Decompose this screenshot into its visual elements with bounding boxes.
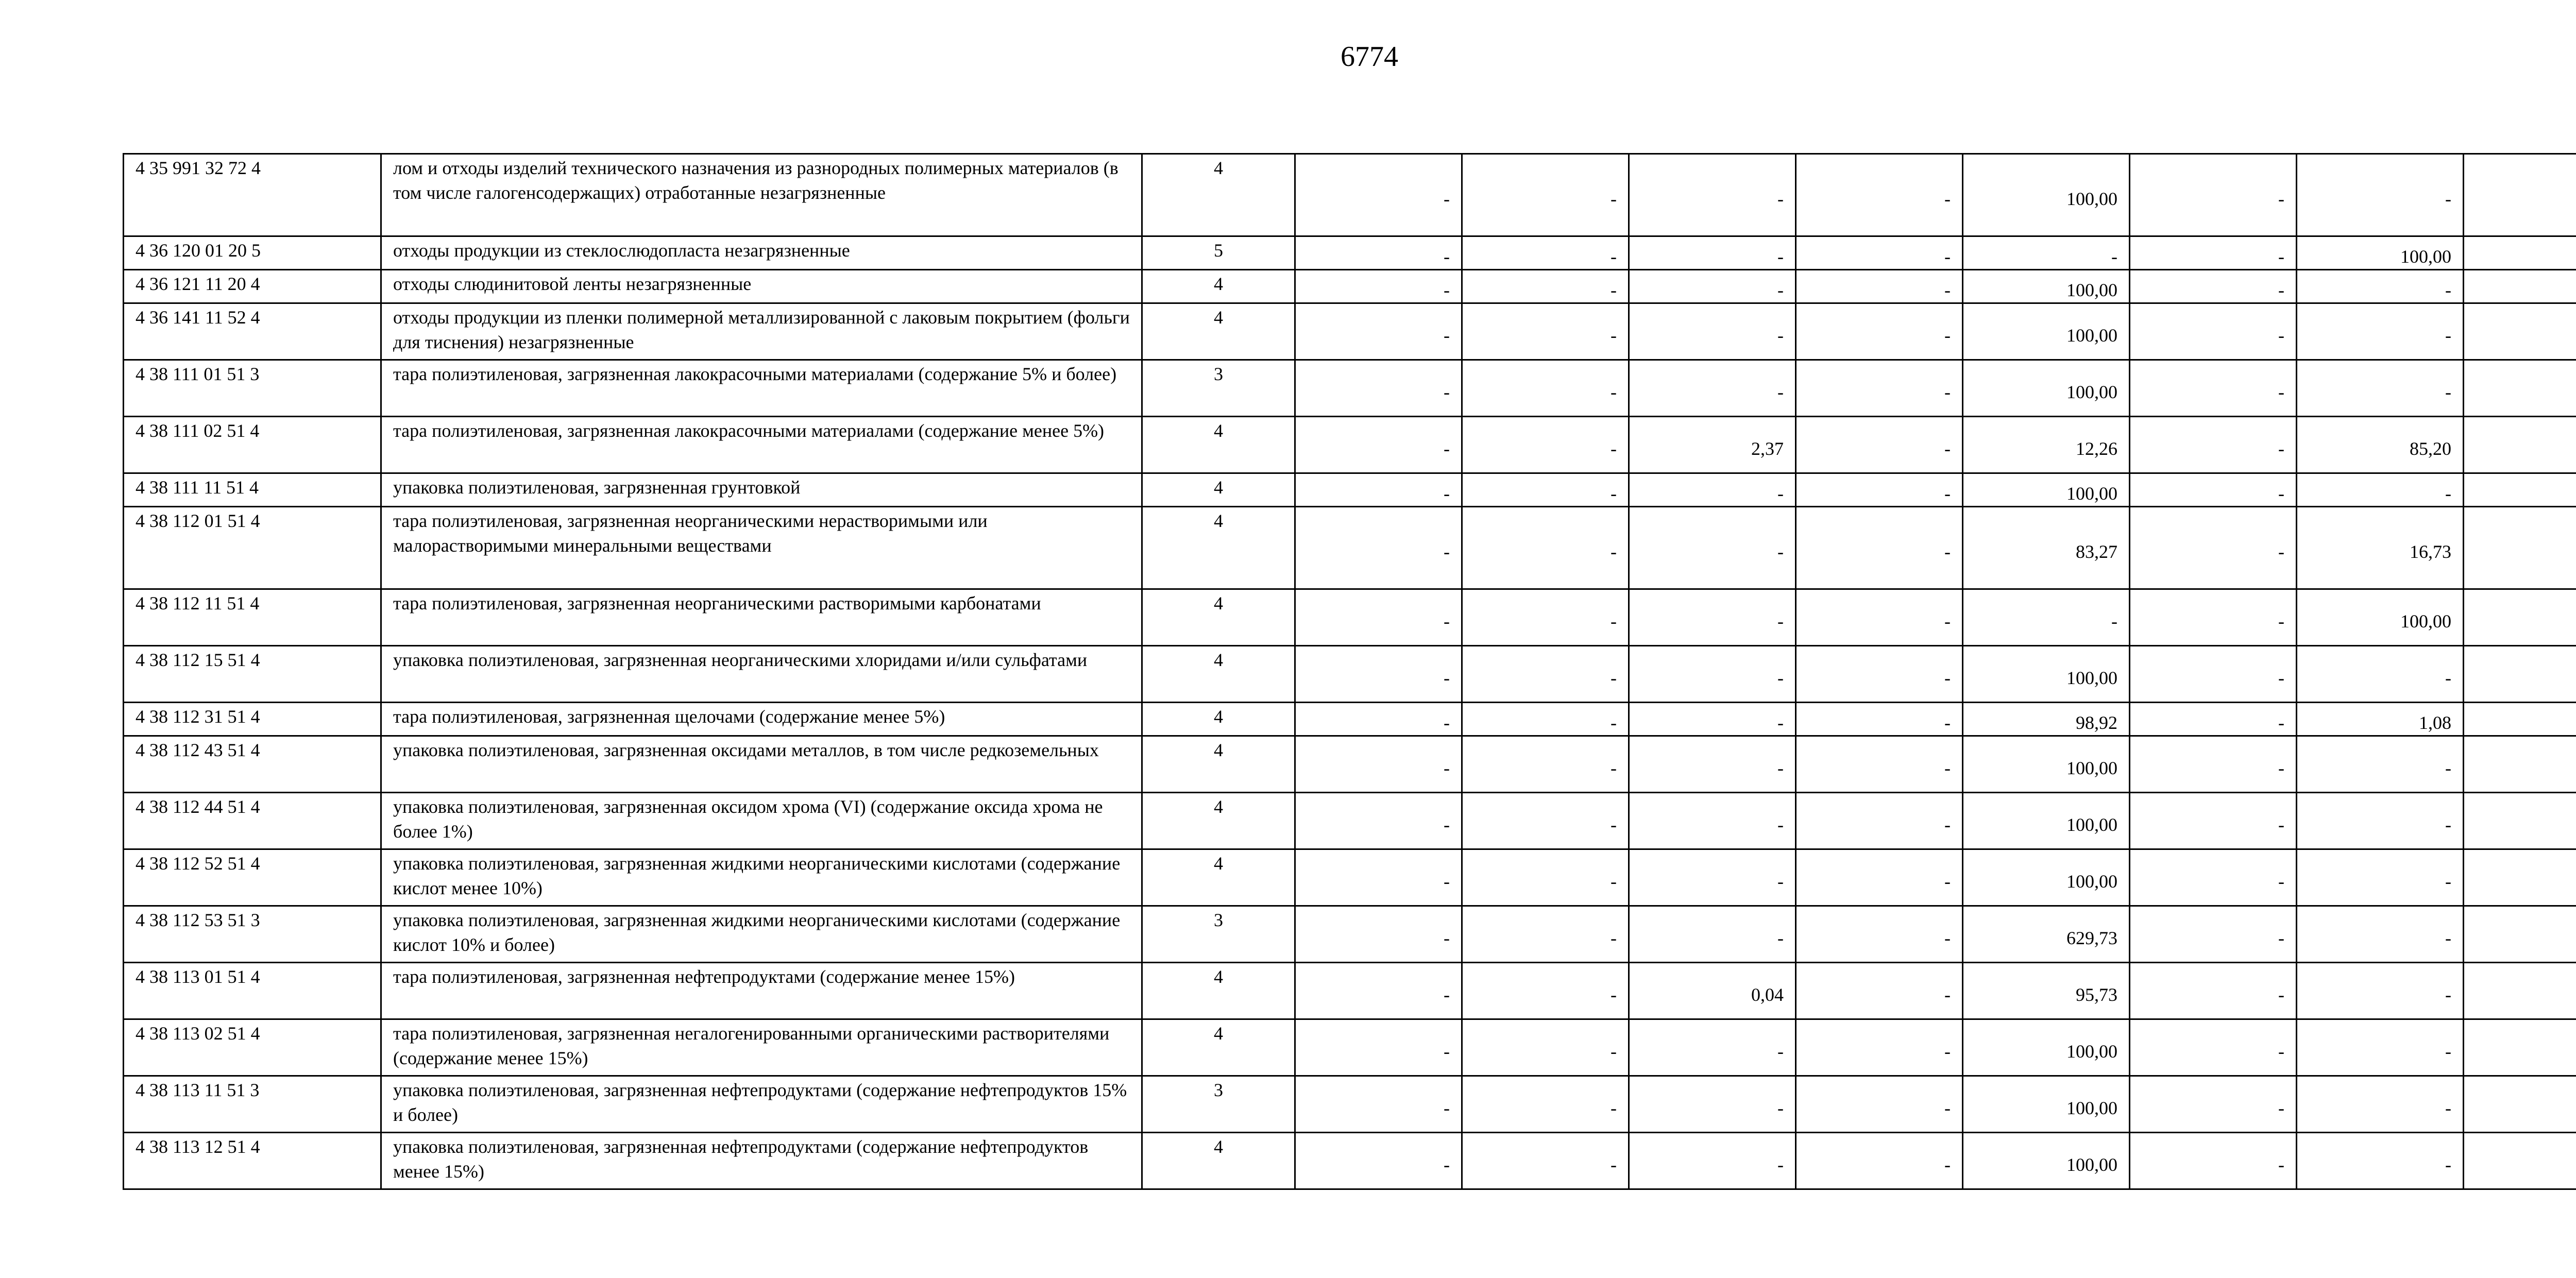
value-cell: -: [2297, 270, 2464, 303]
value-cell: 2,37: [1629, 417, 1796, 473]
value-cell: [2464, 473, 2576, 507]
value-cell: -: [1295, 360, 1462, 417]
hazard-class-cell: 3: [1142, 906, 1295, 963]
table-row: [124, 849, 2576, 906]
value-cell: 100,00: [1963, 793, 2130, 849]
value-cell: -: [2130, 417, 2297, 473]
value-cell: -: [1295, 236, 1462, 270]
waste-name-cell: тара полиэтиленовая, загрязненная лакокрасочными материалами (содержание 5% и более): [381, 360, 1142, 417]
value-cell: [2464, 736, 2576, 793]
value-cell: 12,26: [1963, 417, 2130, 473]
value-cell: -: [1796, 1133, 1963, 1189]
waste-name-cell: упаковка полиэтиленовая, загрязненная жидкими неорганическими кислотами (содержание кислот менее 10%): [381, 849, 1142, 906]
value-cell: -: [1295, 963, 1462, 1019]
table-row: [124, 360, 2576, 417]
value-cell: -: [2130, 849, 2297, 906]
value-cell: -: [1295, 646, 1462, 703]
value-cell: -: [2297, 906, 2464, 963]
value-cell: -: [1629, 703, 1796, 736]
hazard-class-cell: 4: [1142, 270, 1295, 303]
table-row: [124, 906, 2576, 963]
value-cell: -: [1963, 589, 2130, 646]
hazard-class-cell: 4: [1142, 1133, 1295, 1189]
value-cell: 629,73: [1963, 906, 2130, 963]
value-cell: -: [2130, 1133, 2297, 1189]
value-cell: 16,73: [2297, 507, 2464, 589]
waste-code-cell: 4 38 112 11 51 4: [124, 589, 381, 646]
value-cell: [2464, 963, 2576, 1019]
value-cell: -: [1796, 906, 1963, 963]
value-cell: -: [2297, 303, 2464, 360]
value-cell: -: [1295, 793, 1462, 849]
value-cell: -: [2130, 473, 2297, 507]
value-cell: [2464, 1019, 2576, 1076]
value-cell: -: [1462, 360, 1629, 417]
value-cell: -: [1462, 1076, 1629, 1133]
value-cell: -: [1462, 906, 1629, 963]
waste-code-cell: 4 38 112 01 51 4: [124, 507, 381, 589]
value-cell: [2464, 589, 2576, 646]
value-cell: -: [1629, 1133, 1796, 1189]
table-row: [124, 473, 2576, 507]
value-cell: -: [2130, 360, 2297, 417]
table-row: [124, 1133, 2576, 1189]
value-cell: -: [2130, 154, 2297, 236]
waste-table: [123, 153, 2576, 1190]
value-cell: -: [1462, 303, 1629, 360]
hazard-class-cell: 4: [1142, 703, 1295, 736]
value-cell: -: [1796, 154, 1963, 236]
waste-code-cell: 4 38 112 31 51 4: [124, 703, 381, 736]
value-cell: -: [1295, 703, 1462, 736]
waste-code-cell: 4 38 113 11 51 3: [124, 1076, 381, 1133]
value-cell: -: [1629, 303, 1796, 360]
table-row: [124, 963, 2576, 1019]
value-cell: -: [2297, 646, 2464, 703]
hazard-class-cell: 4: [1142, 849, 1295, 906]
value-cell: -: [1629, 646, 1796, 703]
value-cell: -: [1295, 417, 1462, 473]
value-cell: -: [1462, 154, 1629, 236]
value-cell: [2464, 154, 2576, 236]
value-cell: -: [1462, 849, 1629, 906]
value-cell: -: [1462, 417, 1629, 473]
value-cell: -: [2130, 589, 2297, 646]
waste-code-cell: 4 38 111 01 51 3: [124, 360, 381, 417]
value-cell: -: [1796, 963, 1963, 1019]
value-cell: -: [2297, 1019, 2464, 1076]
value-cell: -: [2130, 703, 2297, 736]
value-cell: [2464, 906, 2576, 963]
value-cell: 100,00: [1963, 473, 2130, 507]
table-row: [124, 1076, 2576, 1133]
value-cell: 1,08: [2297, 703, 2464, 736]
waste-code-cell: 4 35 991 32 72 4: [124, 154, 381, 236]
waste-name-cell: тара полиэтиленовая, загрязненная щелочами (содержание менее 5%): [381, 703, 1142, 736]
value-cell: [2464, 417, 2576, 473]
waste-code-cell: 4 38 112 15 51 4: [124, 646, 381, 703]
waste-name-cell: упаковка полиэтиленовая, загрязненная грунтовкой: [381, 473, 1142, 507]
value-cell: [2464, 507, 2576, 589]
value-cell: 100,00: [1963, 154, 2130, 236]
value-cell: -: [1796, 270, 1963, 303]
value-cell: -: [1629, 1076, 1796, 1133]
value-cell: -: [2297, 360, 2464, 417]
value-cell: 100,00: [1963, 1133, 2130, 1189]
value-cell: -: [2297, 1133, 2464, 1189]
value-cell: -: [1629, 154, 1796, 236]
waste-code-cell: 4 38 112 43 51 4: [124, 736, 381, 793]
hazard-class-cell: 4: [1142, 507, 1295, 589]
value-cell: -: [1462, 236, 1629, 270]
value-cell: -: [2130, 1076, 2297, 1133]
value-cell: 100,00: [1963, 736, 2130, 793]
value-cell: 100,00: [2297, 236, 2464, 270]
value-cell: -: [1295, 473, 1462, 507]
waste-code-cell: 4 38 113 01 51 4: [124, 963, 381, 1019]
value-cell: -: [1295, 270, 1462, 303]
value-cell: 100,00: [1963, 849, 2130, 906]
value-cell: -: [2297, 963, 2464, 1019]
table-row: [124, 417, 2576, 473]
value-cell: 100,00: [1963, 270, 2130, 303]
value-cell: 100,00: [1963, 1076, 2130, 1133]
value-cell: -: [1796, 1076, 1963, 1133]
value-cell: [2464, 793, 2576, 849]
hazard-class-cell: 3: [1142, 1076, 1295, 1133]
value-cell: -: [1629, 473, 1796, 507]
value-cell: -: [2297, 1076, 2464, 1133]
hazard-class-cell: 4: [1142, 303, 1295, 360]
value-cell: [2464, 360, 2576, 417]
value-cell: -: [1796, 736, 1963, 793]
value-cell: [2464, 1076, 2576, 1133]
waste-code-cell: 4 38 112 53 51 3: [124, 906, 381, 963]
waste-name-cell: упаковка полиэтиленовая, загрязненная жидкими неорганическими кислотами (содержание кислот 10% и более): [381, 906, 1142, 963]
value-cell: -: [1462, 589, 1629, 646]
value-cell: 85,20: [2297, 417, 2464, 473]
value-cell: -: [1629, 793, 1796, 849]
value-cell: -: [2297, 473, 2464, 507]
value-cell: 0,04: [1629, 963, 1796, 1019]
table-row: [124, 507, 2576, 589]
value-cell: -: [1796, 589, 1963, 646]
hazard-class-cell: 4: [1142, 793, 1295, 849]
waste-name-cell: упаковка полиэтиленовая, загрязненная оксидом хрома (VI) (содержание оксида хрома не более 1%): [381, 793, 1142, 849]
value-cell: -: [2297, 849, 2464, 906]
value-cell: -: [2130, 736, 2297, 793]
value-cell: -: [1629, 270, 1796, 303]
table-row: [124, 736, 2576, 793]
value-cell: -: [2130, 1019, 2297, 1076]
value-cell: -: [1462, 473, 1629, 507]
value-cell: -: [2130, 270, 2297, 303]
waste-code-cell: 4 38 113 12 51 4: [124, 1133, 381, 1189]
waste-name-cell: отходы продукции из пленки полимерной металлизированной с лаковым покрытием (фольги для тиснения) незагрязненные: [381, 303, 1142, 360]
value-cell: -: [1629, 1019, 1796, 1076]
value-cell: -: [1462, 703, 1629, 736]
value-cell: -: [1295, 736, 1462, 793]
value-cell: -: [1629, 589, 1796, 646]
hazard-class-cell: 5: [1142, 236, 1295, 270]
hazard-class-cell: 4: [1142, 646, 1295, 703]
waste-code-cell: 4 36 120 01 20 5: [124, 236, 381, 270]
value-cell: 100,00: [1963, 1019, 2130, 1076]
waste-name-cell: упаковка полиэтиленовая, загрязненная нефтепродуктами (содержание нефтепродуктов менее 15%): [381, 1133, 1142, 1189]
value-cell: 100,00: [2297, 589, 2464, 646]
waste-name-cell: упаковка полиэтиленовая, загрязненная нефтепродуктами (содержание нефтепродуктов 15% и более): [381, 1076, 1142, 1133]
value-cell: -: [1295, 507, 1462, 589]
value-cell: -: [1629, 849, 1796, 906]
value-cell: -: [1796, 417, 1963, 473]
value-cell: -: [1796, 303, 1963, 360]
value-cell: -: [1629, 736, 1796, 793]
value-cell: -: [1462, 507, 1629, 589]
waste-code-cell: 4 38 113 02 51 4: [124, 1019, 381, 1076]
value-cell: -: [1796, 646, 1963, 703]
value-cell: [2464, 303, 2576, 360]
value-cell: -: [1796, 793, 1963, 849]
value-cell: -: [2130, 793, 2297, 849]
hazard-class-cell: 3: [1142, 360, 1295, 417]
table-row: [124, 793, 2576, 849]
value-cell: 100,00: [1963, 303, 2130, 360]
waste-name-cell: тара полиэтиленовая, загрязненная нефтепродуктами (содержание менее 15%): [381, 963, 1142, 1019]
table-row: [124, 703, 2576, 736]
value-cell: -: [1462, 1133, 1629, 1189]
value-cell: -: [1295, 1133, 1462, 1189]
waste-name-cell: упаковка полиэтиленовая, загрязненная неорганическими хлоридами и/или сульфатами: [381, 646, 1142, 703]
waste-name-cell: упаковка полиэтиленовая, загрязненная оксидами металлов, в том числе редкоземельных: [381, 736, 1142, 793]
value-cell: -: [1629, 507, 1796, 589]
waste-code-cell: 4 38 112 52 51 4: [124, 849, 381, 906]
value-cell: -: [1295, 1076, 1462, 1133]
value-cell: -: [1295, 589, 1462, 646]
table-row: [124, 303, 2576, 360]
hazard-class-cell: 4: [1142, 473, 1295, 507]
hazard-class-cell: 4: [1142, 736, 1295, 793]
value-cell: -: [1796, 703, 1963, 736]
value-cell: -: [1295, 154, 1462, 236]
table-row: [124, 236, 2576, 270]
value-cell: -: [2130, 507, 2297, 589]
value-cell: 98,92: [1963, 703, 2130, 736]
table-row: [124, 1019, 2576, 1076]
value-cell: -: [2297, 154, 2464, 236]
value-cell: -: [1796, 849, 1963, 906]
value-cell: -: [1796, 1019, 1963, 1076]
value-cell: -: [1796, 473, 1963, 507]
hazard-class-cell: 4: [1142, 1019, 1295, 1076]
hazard-class-cell: 4: [1142, 154, 1295, 236]
waste-code-cell: 4 38 111 02 51 4: [124, 417, 381, 473]
waste-code-cell: 4 36 121 11 20 4: [124, 270, 381, 303]
value-cell: -: [2130, 303, 2297, 360]
waste-name-cell: лом и отходы изделий технического назначения из разнородных полимерных материалов (в том числе галогенсодержащих) отработанные незагрязненные: [381, 154, 1142, 236]
value-cell: -: [1796, 360, 1963, 417]
value-cell: -: [1295, 849, 1462, 906]
value-cell: 83,27: [1963, 507, 2130, 589]
value-cell: -: [2130, 236, 2297, 270]
value-cell: -: [1629, 236, 1796, 270]
value-cell: -: [1295, 906, 1462, 963]
value-cell: -: [1629, 906, 1796, 963]
value-cell: [2464, 270, 2576, 303]
hazard-class-cell: 4: [1142, 417, 1295, 473]
value-cell: -: [2297, 793, 2464, 849]
waste-name-cell: отходы слюдинитовой ленты незагрязненные: [381, 270, 1142, 303]
value-cell: -: [1295, 303, 1462, 360]
table-row: [124, 270, 2576, 303]
value-cell: -: [2297, 736, 2464, 793]
value-cell: -: [1462, 1019, 1629, 1076]
value-cell: [2464, 646, 2576, 703]
value-cell: 100,00: [1963, 646, 2130, 703]
value-cell: -: [2130, 963, 2297, 1019]
value-cell: -: [1295, 1019, 1462, 1076]
page-number: 6774: [1341, 41, 1398, 73]
value-cell: -: [1796, 507, 1963, 589]
waste-code-cell: 4 38 112 44 51 4: [124, 793, 381, 849]
hazard-class-cell: 4: [1142, 589, 1295, 646]
value-cell: -: [1462, 793, 1629, 849]
value-cell: [2464, 849, 2576, 906]
value-cell: -: [2130, 906, 2297, 963]
value-cell: -: [1462, 736, 1629, 793]
value-cell: -: [1462, 963, 1629, 1019]
value-cell: [2464, 703, 2576, 736]
value-cell: -: [1796, 236, 1963, 270]
waste-code-cell: 4 36 141 11 52 4: [124, 303, 381, 360]
waste-name-cell: тара полиэтиленовая, загрязненная негалогенированными органическими растворителями (содержание менее 15%): [381, 1019, 1142, 1076]
waste-name-cell: тара полиэтиленовая, загрязненная неорганическими растворимыми карбонатами: [381, 589, 1142, 646]
table-row: [124, 589, 2576, 646]
waste-name-cell: отходы продукции из стеклослюдопласта незагрязненные: [381, 236, 1142, 270]
waste-name-cell: тара полиэтиленовая, загрязненная лакокрасочными материалами (содержание менее 5%): [381, 417, 1142, 473]
waste-code-cell: 4 38 111 11 51 4: [124, 473, 381, 507]
table-row: [124, 154, 2576, 236]
hazard-class-cell: 4: [1142, 963, 1295, 1019]
value-cell: [2464, 236, 2576, 270]
value-cell: -: [2130, 646, 2297, 703]
value-cell: [2464, 1133, 2576, 1189]
value-cell: -: [1462, 270, 1629, 303]
table-row: [124, 646, 2576, 703]
value-cell: -: [1963, 236, 2130, 270]
value-cell: 100,00: [1963, 360, 2130, 417]
value-cell: 95,73: [1963, 963, 2130, 1019]
value-cell: -: [1462, 646, 1629, 703]
waste-name-cell: тара полиэтиленовая, загрязненная неорганическими нерастворимыми или малорастворимыми минеральными веществами: [381, 507, 1142, 589]
value-cell: -: [1629, 360, 1796, 417]
